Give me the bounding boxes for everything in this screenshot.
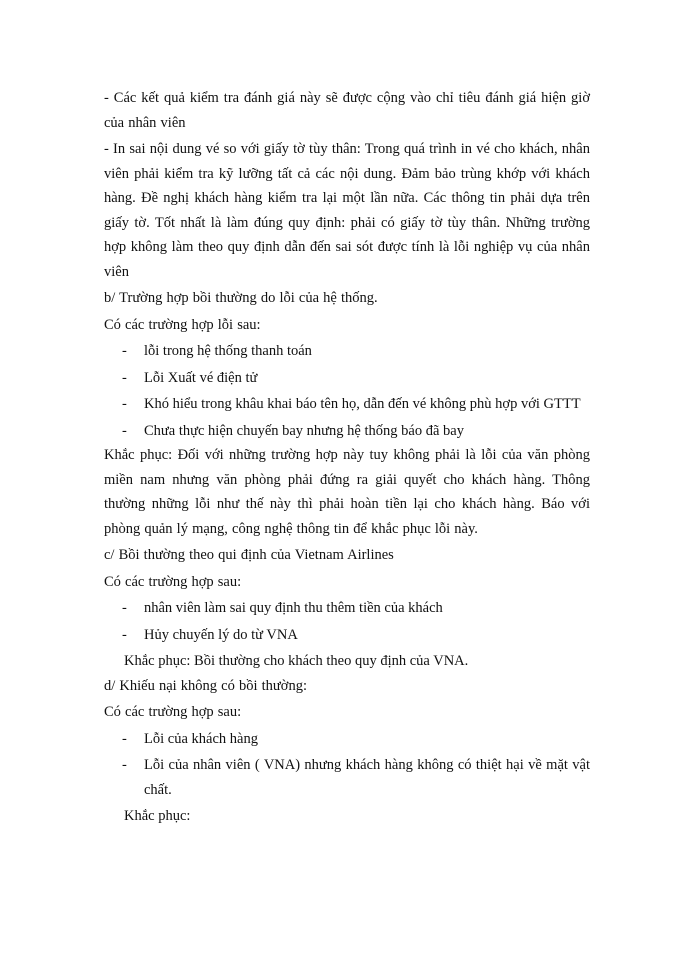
- list-item: [104, 596, 590, 621]
- list-item-text: nhân viên làm sai quy định thu thêm tiền của khách: [144, 600, 443, 616]
- bullet-dash: -: [122, 600, 127, 616]
- bullet-dash: -: [122, 422, 127, 439]
- heading-complaint-no-compensation: d/ Khiếu nại không có bồi thường:: [104, 677, 307, 694]
- list-item: [104, 366, 590, 391]
- paragraph-remedy-vna: Khắc phục: Bồi thường cho khách theo quy định của VNA.: [124, 653, 469, 669]
- bullet-dash: -: [122, 730, 127, 747]
- heading-system-error-compensation: b/ Trường hợp bồi thường do lỗi của hệ thống.: [104, 290, 378, 306]
- list-item: [104, 727, 590, 752]
- document-page: [104, 86, 590, 829]
- list-item-text: Chưa thực hiện chuyến bay nhưng hệ thống báo đã bay: [144, 422, 464, 439]
- paragraph-cases-intro-2: Có các trường hợp sau:: [104, 704, 242, 720]
- list-item-text: Hủy chuyến lý do từ VNA: [144, 626, 298, 643]
- bullet-dash: -: [122, 626, 127, 643]
- paragraph-evaluation-results: - Các kết quả kiểm tra đánh giá này sẽ được cộng vào chỉ tiêu đánh giá hiện giờ của nhân viên: [104, 90, 590, 131]
- paragraph-ticket-content-errors: - In sai nội dung vé so với giấy tờ tùy thân: Trong quá trình in vé cho khách, nhân viên phải kiểm tra kỹ lưỡng tất cả các nội dung. Đảm bảo trùng khớp với khách hàng. Đề nghị khách hàng kiểm tra lại một lần nữa. Các thông tin phải dựa trên giấy tờ. Tốt nhất là làm đúng quy định: phải có giấy tờ tùy thân. Những trường hợp không làm theo quy định dẫn đến sai sót được tính là lỗi nghiệp vụ của nhân viên: [104, 141, 590, 280]
- list-item: [104, 339, 590, 364]
- list-item-text: Lỗi của khách hàng: [144, 730, 258, 747]
- bullet-dash: -: [122, 757, 127, 773]
- heading-vna-compensation: c/ Bồi thường theo qui định của Vietnam Airlines: [104, 547, 394, 563]
- paragraph-remedy-system: Khắc phục: Đối với những trường hợp này tuy không phải là lỗi của văn phòng miền nam nhưng văn phòng phải đứng ra giải quyết cho khách hàng. Thông thường những lỗi như thế này thì phải hoàn tiền lại cho khách hàng. Báo với phòng quản lý mạng, công nghệ thông tin để khắc phục lỗi này.: [104, 447, 590, 537]
- list-item: [104, 392, 590, 417]
- bullet-dash: -: [122, 396, 127, 412]
- bullet-dash: -: [122, 343, 127, 359]
- list-item-text: Khó hiểu trong khâu khai báo tên họ, dẫn đến vé không phù hợp với GTTT: [144, 396, 581, 412]
- list-item: [104, 419, 590, 444]
- list-item: [104, 753, 590, 802]
- list-item-text: Lỗi Xuất vé điện tử: [144, 369, 258, 386]
- paragraph-remedy-final: Khắc phục:: [124, 808, 191, 824]
- list-item: [104, 623, 590, 648]
- bullet-dash: -: [122, 369, 127, 386]
- list-item-text: Lỗi của nhân viên ( VNA) nhưng khách hàng không có thiệt hại về mặt vật chất.: [144, 757, 590, 798]
- paragraph-cases-intro: Có các trường hợp sau:: [104, 573, 242, 590]
- list-item-text: lỗi trong hệ thống thanh toán: [144, 343, 312, 359]
- paragraph-error-cases-intro: Có các trường hợp lỗi sau:: [104, 316, 261, 333]
